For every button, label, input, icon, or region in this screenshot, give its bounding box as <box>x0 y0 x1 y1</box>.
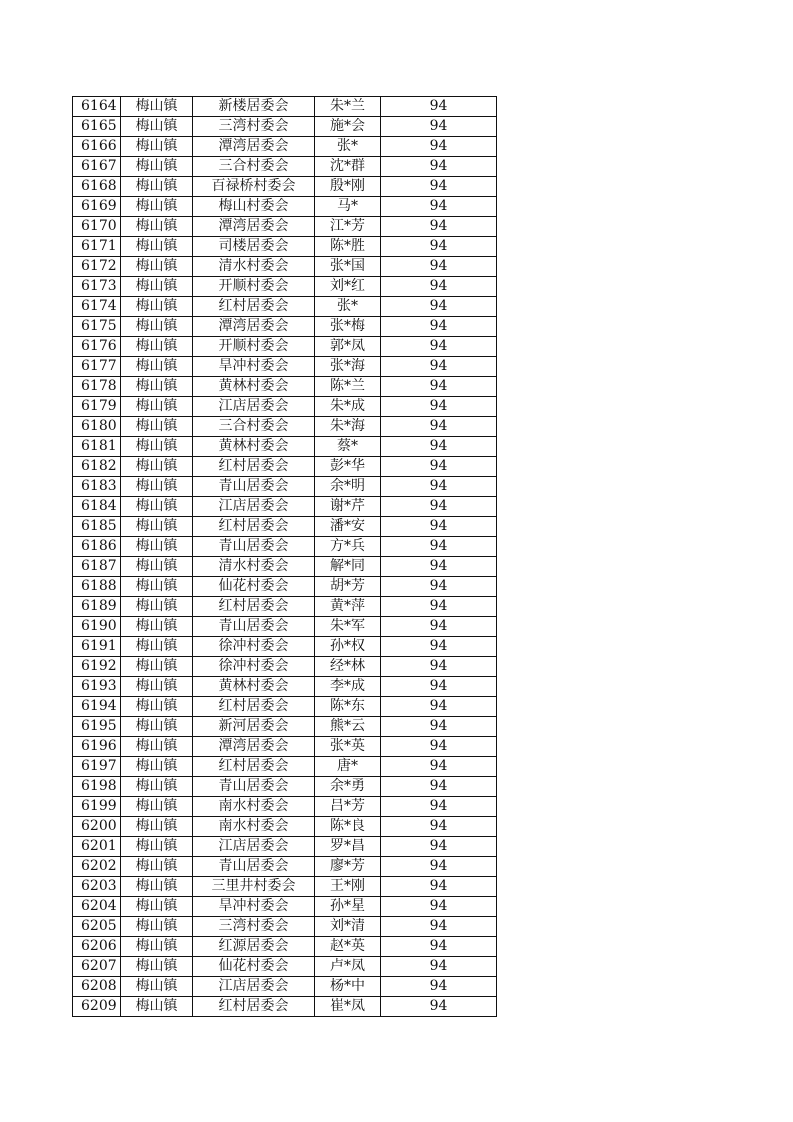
row-number: 6183 <box>73 477 121 497</box>
score-cell: 94 <box>381 97 497 117</box>
row-number: 6208 <box>73 977 121 997</box>
town-cell: 梅山镇 <box>121 637 193 657</box>
committee-cell: 江店居委会 <box>193 837 315 857</box>
row-number: 6206 <box>73 937 121 957</box>
row-number: 6185 <box>73 517 121 537</box>
table-row <box>73 277 497 297</box>
committee-cell: 三合村委会 <box>193 157 315 177</box>
name-cell: 谢*芹 <box>315 497 381 517</box>
score-cell: 94 <box>381 677 497 697</box>
row-number: 6202 <box>73 857 121 877</box>
score-cell: 94 <box>381 797 497 817</box>
name-cell: 张*梅 <box>315 317 381 337</box>
table-row <box>73 857 497 877</box>
committee-cell: 新河居委会 <box>193 717 315 737</box>
town-cell: 梅山镇 <box>121 997 193 1017</box>
committee-cell: 南水村委会 <box>193 797 315 817</box>
committee-cell: 新楼居委会 <box>193 97 315 117</box>
row-number: 6201 <box>73 837 121 857</box>
score-cell: 94 <box>381 297 497 317</box>
table-row <box>73 337 497 357</box>
name-cell: 刘*清 <box>315 917 381 937</box>
name-cell: 张*国 <box>315 257 381 277</box>
score-cell: 94 <box>381 157 497 177</box>
score-cell: 94 <box>381 577 497 597</box>
town-cell: 梅山镇 <box>121 817 193 837</box>
score-cell: 94 <box>381 557 497 577</box>
row-number: 6178 <box>73 377 121 397</box>
name-cell: 经*林 <box>315 657 381 677</box>
score-cell: 94 <box>381 477 497 497</box>
town-cell: 梅山镇 <box>121 777 193 797</box>
table-row <box>73 557 497 577</box>
table-row <box>73 437 497 457</box>
town-cell: 梅山镇 <box>121 437 193 457</box>
row-number: 6184 <box>73 497 121 517</box>
name-cell: 孙*星 <box>315 897 381 917</box>
table-row <box>73 877 497 897</box>
score-cell: 94 <box>381 977 497 997</box>
score-cell: 94 <box>381 657 497 677</box>
town-cell: 梅山镇 <box>121 217 193 237</box>
name-cell: 张*海 <box>315 357 381 377</box>
name-cell: 陈*良 <box>315 817 381 837</box>
table-row <box>73 417 497 437</box>
name-cell: 郭*凤 <box>315 337 381 357</box>
committee-cell: 红村居委会 <box>193 597 315 617</box>
town-cell: 梅山镇 <box>121 457 193 477</box>
committee-cell: 红源居委会 <box>193 937 315 957</box>
town-cell: 梅山镇 <box>121 197 193 217</box>
score-cell: 94 <box>381 317 497 337</box>
name-cell: 殷*刚 <box>315 177 381 197</box>
committee-cell: 潭湾居委会 <box>193 137 315 157</box>
name-cell: 廖*芳 <box>315 857 381 877</box>
committee-cell: 红村居委会 <box>193 757 315 777</box>
table-row <box>73 497 497 517</box>
name-cell: 卢*凤 <box>315 957 381 977</box>
town-cell: 梅山镇 <box>121 797 193 817</box>
row-number: 6168 <box>73 177 121 197</box>
name-cell: 方*兵 <box>315 537 381 557</box>
row-number: 6167 <box>73 157 121 177</box>
town-cell: 梅山镇 <box>121 497 193 517</box>
committee-cell: 旱冲村委会 <box>193 897 315 917</box>
name-cell: 江*芳 <box>315 217 381 237</box>
committee-cell: 司楼居委会 <box>193 237 315 257</box>
table-row <box>73 477 497 497</box>
score-cell: 94 <box>381 837 497 857</box>
town-cell: 梅山镇 <box>121 477 193 497</box>
town-cell: 梅山镇 <box>121 157 193 177</box>
row-number: 6169 <box>73 197 121 217</box>
score-cell: 94 <box>381 997 497 1017</box>
row-number: 6194 <box>73 697 121 717</box>
committee-cell: 红村居委会 <box>193 297 315 317</box>
name-cell: 解*同 <box>315 557 381 577</box>
name-cell: 沈*群 <box>315 157 381 177</box>
row-number: 6205 <box>73 917 121 937</box>
town-cell: 梅山镇 <box>121 597 193 617</box>
score-cell: 94 <box>381 737 497 757</box>
name-cell: 罗*昌 <box>315 837 381 857</box>
committee-cell: 江店居委会 <box>193 977 315 997</box>
table-row <box>73 177 497 197</box>
name-cell: 胡*芳 <box>315 577 381 597</box>
town-cell: 梅山镇 <box>121 537 193 557</box>
committee-cell: 青山居委会 <box>193 537 315 557</box>
table-row <box>73 357 497 377</box>
name-cell: 蔡* <box>315 437 381 457</box>
name-cell: 朱*海 <box>315 417 381 437</box>
name-cell: 张*英 <box>315 737 381 757</box>
score-cell: 94 <box>381 897 497 917</box>
row-number: 6199 <box>73 797 121 817</box>
table-row <box>73 817 497 837</box>
name-cell: 吕*芳 <box>315 797 381 817</box>
row-number: 6179 <box>73 397 121 417</box>
town-cell: 梅山镇 <box>121 717 193 737</box>
row-number: 6188 <box>73 577 121 597</box>
row-number: 6187 <box>73 557 121 577</box>
name-cell: 余*明 <box>315 477 381 497</box>
town-cell: 梅山镇 <box>121 577 193 597</box>
name-cell: 朱*军 <box>315 617 381 637</box>
score-cell: 94 <box>381 117 497 137</box>
town-cell: 梅山镇 <box>121 117 193 137</box>
committee-cell: 江店居委会 <box>193 397 315 417</box>
table-row <box>73 777 497 797</box>
committee-cell: 红村居委会 <box>193 997 315 1017</box>
committee-cell: 红村居委会 <box>193 697 315 717</box>
row-number: 6181 <box>73 437 121 457</box>
name-cell: 余*勇 <box>315 777 381 797</box>
score-cell: 94 <box>381 537 497 557</box>
score-cell: 94 <box>381 237 497 257</box>
table-row <box>73 897 497 917</box>
row-number: 6193 <box>73 677 121 697</box>
committee-cell: 徐冲村委会 <box>193 657 315 677</box>
row-number: 6190 <box>73 617 121 637</box>
name-cell: 朱*成 <box>315 397 381 417</box>
name-cell: 熊*云 <box>315 717 381 737</box>
committee-cell: 梅山村委会 <box>193 197 315 217</box>
committee-cell: 仙花村委会 <box>193 957 315 977</box>
name-cell: 朱*兰 <box>315 97 381 117</box>
row-number: 6189 <box>73 597 121 617</box>
table-row <box>73 657 497 677</box>
committee-cell: 潭湾居委会 <box>193 317 315 337</box>
row-number: 6186 <box>73 537 121 557</box>
town-cell: 梅山镇 <box>121 517 193 537</box>
table-row <box>73 717 497 737</box>
table-row <box>73 577 497 597</box>
row-number: 6191 <box>73 637 121 657</box>
score-cell: 94 <box>381 417 497 437</box>
row-number: 6180 <box>73 417 121 437</box>
town-cell: 梅山镇 <box>121 257 193 277</box>
table-row <box>73 377 497 397</box>
row-number: 6174 <box>73 297 121 317</box>
score-cell: 94 <box>381 377 497 397</box>
committee-cell: 青山居委会 <box>193 477 315 497</box>
town-cell: 梅山镇 <box>121 977 193 997</box>
town-cell: 梅山镇 <box>121 677 193 697</box>
score-cell: 94 <box>381 757 497 777</box>
score-cell: 94 <box>381 597 497 617</box>
committee-cell: 青山居委会 <box>193 617 315 637</box>
town-cell: 梅山镇 <box>121 97 193 117</box>
row-number: 6195 <box>73 717 121 737</box>
table-row <box>73 517 497 537</box>
table-row <box>73 237 497 257</box>
score-cell: 94 <box>381 277 497 297</box>
town-cell: 梅山镇 <box>121 877 193 897</box>
committee-cell: 三合村委会 <box>193 417 315 437</box>
town-cell: 梅山镇 <box>121 317 193 337</box>
town-cell: 梅山镇 <box>121 837 193 857</box>
name-cell: 马* <box>315 197 381 217</box>
table-row <box>73 837 497 857</box>
score-cell: 94 <box>381 777 497 797</box>
row-number: 6175 <box>73 317 121 337</box>
table-row <box>73 697 497 717</box>
town-cell: 梅山镇 <box>121 917 193 937</box>
name-cell: 唐* <box>315 757 381 777</box>
table-row <box>73 937 497 957</box>
row-number: 6176 <box>73 337 121 357</box>
name-cell: 黄*萍 <box>315 597 381 617</box>
name-cell: 崔*凤 <box>315 997 381 1017</box>
row-number: 6171 <box>73 237 121 257</box>
row-number: 6177 <box>73 357 121 377</box>
table-row <box>73 737 497 757</box>
row-number: 6165 <box>73 117 121 137</box>
row-number: 6170 <box>73 217 121 237</box>
town-cell: 梅山镇 <box>121 697 193 717</box>
name-cell: 施*会 <box>315 117 381 137</box>
committee-cell: 黄林村委会 <box>193 377 315 397</box>
committee-cell: 仙花村委会 <box>193 577 315 597</box>
row-number: 6203 <box>73 877 121 897</box>
score-cell: 94 <box>381 217 497 237</box>
table-row <box>73 257 497 277</box>
committee-cell: 清水村委会 <box>193 557 315 577</box>
score-cell: 94 <box>381 857 497 877</box>
score-cell: 94 <box>381 197 497 217</box>
table-row <box>73 217 497 237</box>
committee-cell: 百禄桥村委会 <box>193 177 315 197</box>
table-row <box>73 957 497 977</box>
committee-cell: 三湾村委会 <box>193 117 315 137</box>
table-row <box>73 677 497 697</box>
town-cell: 梅山镇 <box>121 337 193 357</box>
name-cell: 陈*东 <box>315 697 381 717</box>
committee-cell: 青山居委会 <box>193 777 315 797</box>
score-cell: 94 <box>381 337 497 357</box>
score-cell: 94 <box>381 397 497 417</box>
committee-cell: 红村居委会 <box>193 457 315 477</box>
name-cell: 张* <box>315 137 381 157</box>
town-cell: 梅山镇 <box>121 277 193 297</box>
row-number: 6166 <box>73 137 121 157</box>
score-cell: 94 <box>381 257 497 277</box>
committee-cell: 南水村委会 <box>193 817 315 837</box>
score-cell: 94 <box>381 177 497 197</box>
committee-cell: 徐冲村委会 <box>193 637 315 657</box>
row-number: 6209 <box>73 997 121 1017</box>
table-row <box>73 397 497 417</box>
name-cell: 刘*红 <box>315 277 381 297</box>
town-cell: 梅山镇 <box>121 357 193 377</box>
table-row <box>73 317 497 337</box>
score-cell: 94 <box>381 917 497 937</box>
committee-cell: 开顺村委会 <box>193 337 315 357</box>
table-row <box>73 537 497 557</box>
row-number: 6200 <box>73 817 121 837</box>
committee-cell: 红村居委会 <box>193 517 315 537</box>
town-cell: 梅山镇 <box>121 937 193 957</box>
roster-table <box>72 96 497 1017</box>
row-number: 6182 <box>73 457 121 477</box>
name-cell: 彭*华 <box>315 457 381 477</box>
town-cell: 梅山镇 <box>121 397 193 417</box>
town-cell: 梅山镇 <box>121 377 193 397</box>
row-number: 6173 <box>73 277 121 297</box>
committee-cell: 青山居委会 <box>193 857 315 877</box>
row-number: 6197 <box>73 757 121 777</box>
score-cell: 94 <box>381 717 497 737</box>
row-number: 6198 <box>73 777 121 797</box>
score-cell: 94 <box>381 877 497 897</box>
table-row <box>73 297 497 317</box>
name-cell: 张* <box>315 297 381 317</box>
town-cell: 梅山镇 <box>121 617 193 637</box>
town-cell: 梅山镇 <box>121 137 193 157</box>
name-cell: 杨*中 <box>315 977 381 997</box>
table-row <box>73 117 497 137</box>
town-cell: 梅山镇 <box>121 237 193 257</box>
score-cell: 94 <box>381 937 497 957</box>
town-cell: 梅山镇 <box>121 737 193 757</box>
table-row <box>73 997 497 1017</box>
committee-cell: 清水村委会 <box>193 257 315 277</box>
committee-cell: 旱冲村委会 <box>193 357 315 377</box>
name-cell: 陈*兰 <box>315 377 381 397</box>
score-cell: 94 <box>381 497 497 517</box>
table-row <box>73 917 497 937</box>
row-number: 6196 <box>73 737 121 757</box>
table-row <box>73 797 497 817</box>
table-row <box>73 637 497 657</box>
table-row <box>73 597 497 617</box>
name-cell: 王*刚 <box>315 877 381 897</box>
score-cell: 94 <box>381 357 497 377</box>
name-cell: 潘*安 <box>315 517 381 537</box>
score-cell: 94 <box>381 817 497 837</box>
score-cell: 94 <box>381 457 497 477</box>
score-cell: 94 <box>381 617 497 637</box>
row-number: 6204 <box>73 897 121 917</box>
table-row <box>73 977 497 997</box>
town-cell: 梅山镇 <box>121 417 193 437</box>
committee-cell: 三湾村委会 <box>193 917 315 937</box>
name-cell: 孙*权 <box>315 637 381 657</box>
town-cell: 梅山镇 <box>121 857 193 877</box>
table-row <box>73 617 497 637</box>
town-cell: 梅山镇 <box>121 177 193 197</box>
name-cell: 李*成 <box>315 677 381 697</box>
town-cell: 梅山镇 <box>121 957 193 977</box>
row-number: 6164 <box>73 97 121 117</box>
committee-cell: 开顺村委会 <box>193 277 315 297</box>
town-cell: 梅山镇 <box>121 557 193 577</box>
roster-body <box>73 97 497 1017</box>
row-number: 6192 <box>73 657 121 677</box>
score-cell: 94 <box>381 697 497 717</box>
committee-cell: 三里井村委会 <box>193 877 315 897</box>
town-cell: 梅山镇 <box>121 757 193 777</box>
score-cell: 94 <box>381 137 497 157</box>
score-cell: 94 <box>381 517 497 537</box>
committee-cell: 黄林村委会 <box>193 437 315 457</box>
committee-cell: 黄林村委会 <box>193 677 315 697</box>
committee-cell: 潭湾居委会 <box>193 737 315 757</box>
town-cell: 梅山镇 <box>121 657 193 677</box>
town-cell: 梅山镇 <box>121 297 193 317</box>
table-row <box>73 197 497 217</box>
name-cell: 陈*胜 <box>315 237 381 257</box>
table-row <box>73 457 497 477</box>
name-cell: 赵*英 <box>315 937 381 957</box>
table-row <box>73 97 497 117</box>
committee-cell: 江店居委会 <box>193 497 315 517</box>
row-number: 6172 <box>73 257 121 277</box>
town-cell: 梅山镇 <box>121 897 193 917</box>
score-cell: 94 <box>381 637 497 657</box>
row-number: 6207 <box>73 957 121 977</box>
table-row <box>73 157 497 177</box>
table-row <box>73 137 497 157</box>
score-cell: 94 <box>381 957 497 977</box>
table-row <box>73 757 497 777</box>
score-cell: 94 <box>381 437 497 457</box>
committee-cell: 潭湾居委会 <box>193 217 315 237</box>
